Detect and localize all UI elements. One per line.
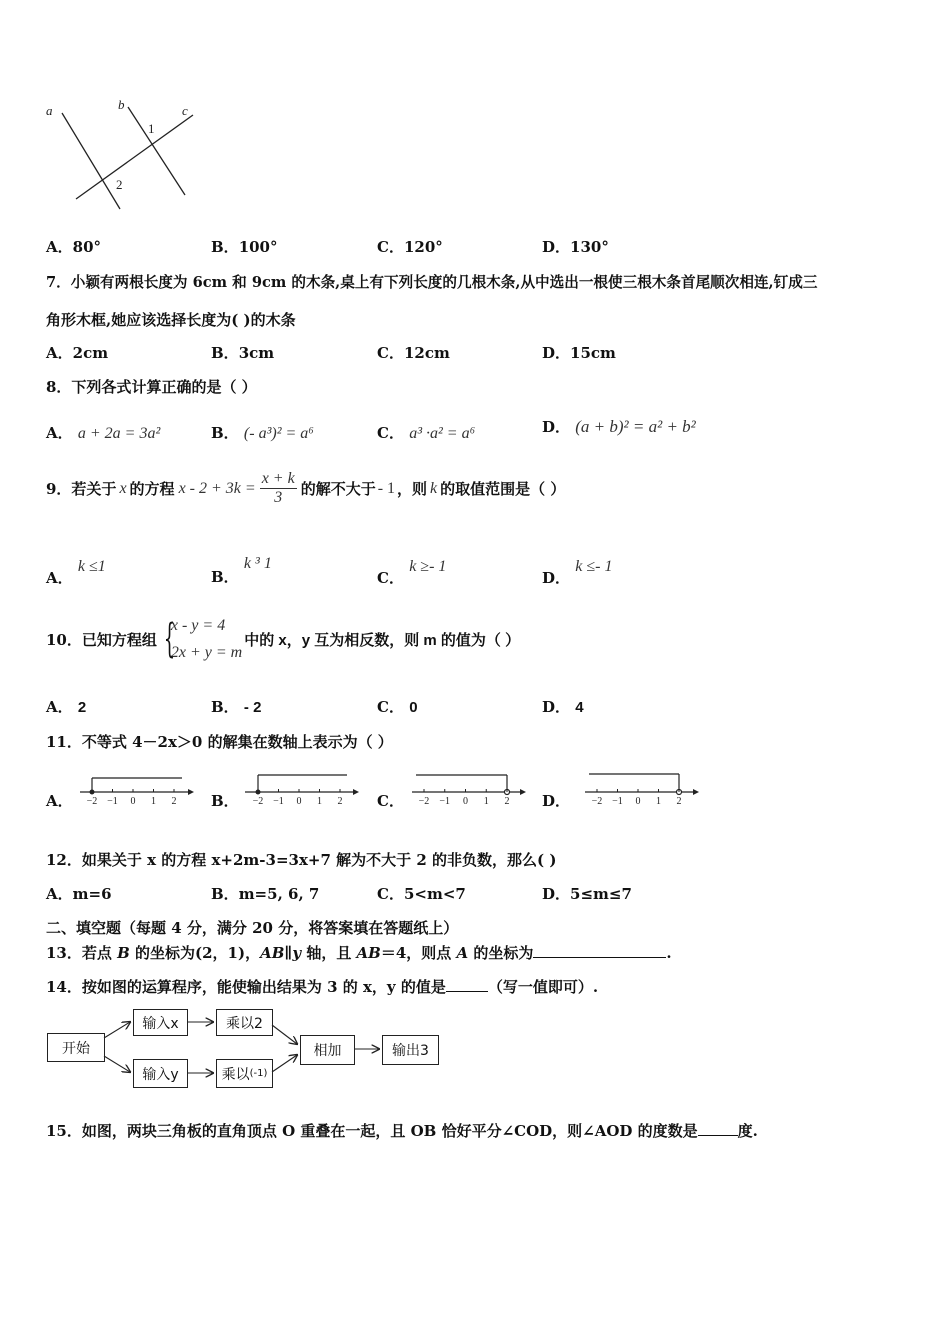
number-line-tick-label: 0 <box>296 796 302 807</box>
label-b: b <box>118 97 125 112</box>
number-line-tick-label: −2 <box>418 796 430 807</box>
q10-equation-system: { x - y = 4 2x + y = m <box>163 616 243 662</box>
angle-1-label: 1 <box>148 121 155 136</box>
arrow-mul-neg1-to-add <box>272 1055 297 1072</box>
number-line-tick-label: −2 <box>252 796 264 807</box>
angle-2-label: 2 <box>116 177 123 192</box>
number-line-tick-label: 1 <box>151 796 156 807</box>
q9-option-d: D． k ≤- 1 <box>542 558 613 587</box>
q8-option-c: C． a³ ·a² = a⁶ <box>377 424 476 442</box>
q9-option-c: C． k ≥- 1 <box>377 558 447 587</box>
label-a: a <box>46 103 53 118</box>
q11-option-c-letter: C． <box>377 792 404 810</box>
q7-stem-line2: 角形木框,她应该选择长度为( )的木条 <box>46 311 296 329</box>
flow-multiply-neg1-box: 乘以 (-1) <box>216 1059 273 1088</box>
line-c <box>76 115 193 199</box>
q6-option-d: D．130° <box>542 238 609 256</box>
number-line-tick-label: −2 <box>591 796 603 807</box>
q8-option-a: A． a + 2a = 3a² <box>46 424 161 442</box>
arrow-mul2-to-add <box>272 1025 297 1044</box>
number-line-tick-label: 2 <box>337 796 343 807</box>
q7-stem-line1: 7．小颖有两根长度为 6cm 和 9cm 的木条,桌上有下列长度的几根木条,从中选出一根使三根木条首尾顺次相连,钉成三 <box>46 274 818 291</box>
number-line-tick-label: 1 <box>317 796 322 807</box>
q7-option-d: D．15cm <box>542 344 616 362</box>
q11-option-d-letter: D． <box>542 792 571 810</box>
q9-equation-left: x - 2 + 3k = <box>178 479 256 497</box>
flow-input-y-box: 输入y <box>133 1059 188 1088</box>
number-line-c <box>412 770 527 812</box>
number-line-tick-label: −1 <box>439 796 451 807</box>
flow-multiply-2-box: 乘以2 <box>216 1009 273 1036</box>
flow-add-box: 相加 <box>300 1035 355 1065</box>
parallel-lines-figure <box>40 95 210 220</box>
number-line-a <box>80 772 195 812</box>
q14-answer-blank[interactable] <box>446 979 488 992</box>
q10-option-d: D． 4 <box>542 698 584 716</box>
q7-option-c: C．12cm <box>377 344 450 362</box>
q12-option-c: C．5<m<7 <box>377 885 466 903</box>
label-c: c <box>182 103 188 118</box>
q13-answer-blank[interactable] <box>533 945 666 958</box>
brace-icon: { <box>163 616 176 662</box>
q10-stem: 10．已知方程组 { x - y = 4 2x + y = m 中的 x，y 互为相反数，则 m 的值为（ ） <box>46 612 520 666</box>
q11-option-b-letter: B． <box>211 792 239 810</box>
q6-option-a: A．80° <box>46 238 102 256</box>
q9-option-a: A． k ≤1 <box>46 558 106 587</box>
flow-start-box: 开始 <box>47 1033 105 1062</box>
arrow-start-to-input-y <box>104 1056 130 1072</box>
number-line-d <box>585 770 700 812</box>
q10-option-a: A． 2 <box>46 698 87 716</box>
q15-answer-blank[interactable] <box>698 1123 738 1136</box>
q12-option-a: A．m=6 <box>46 885 112 903</box>
number-line-tick-label: −1 <box>273 796 284 807</box>
q7-option-b: B．3cm <box>211 344 275 362</box>
q12-stem: 12．如果关于 x 的方程 x+2m-3=3x+7 解为不大于 2 的非负数，那么( ) <box>46 851 557 869</box>
q10-option-c: C． 0 <box>377 698 418 716</box>
section-2-heading: 二、填空题（每题 4 分，满分 20 分，将答案填在答题纸上） <box>46 919 459 937</box>
number-line-tick-label: 1 <box>656 796 661 807</box>
q14-stem: 14．按如图的运算程序，能使输出结果为 3 的 x，y 的值是 （写一值即可）. <box>46 978 599 996</box>
number-line-tick-label: −1 <box>107 796 118 807</box>
arrow-start-to-input-x <box>104 1022 130 1038</box>
number-line-tick-label: 0 <box>130 796 136 807</box>
q6-option-c: C．120° <box>377 238 443 256</box>
q8-option-d: D． (a + b)² = a² + b² <box>542 417 696 436</box>
q9-option-b: B． k ³ 1 <box>211 555 272 586</box>
number-line-b <box>245 770 360 812</box>
number-line-tick-label: 2 <box>171 796 177 807</box>
q13-stem: 13．若点 B 的坐标为(2，1)，AB∥y 轴，且 AB＝4，则点 A 的坐标为 . <box>46 944 672 962</box>
number-line-tick-label: −1 <box>612 796 623 807</box>
q9-stem: 9．若关于 x 的方程 x - 2 + 3k = $\frac{x + k}{3}$ 的解不大于 - 1 ，则 k 的取值范围是（ ） <box>46 470 566 506</box>
flow-input-x-box: 输入x <box>133 1009 188 1036</box>
number-line-tick-label: 2 <box>504 796 510 807</box>
q9-fraction: $\frac{x + k}{3}$ <box>261 470 295 506</box>
q8-stem: 8．下列各式计算正确的是（ ） <box>46 378 257 396</box>
q7-option-a: A．2cm <box>46 344 109 362</box>
flow-arrows <box>0 1000 950 1100</box>
q8-option-b: B． (- a³)² = a⁶ <box>211 424 314 442</box>
line-a <box>62 113 120 209</box>
number-line-tick-label: 0 <box>635 796 641 807</box>
number-line-tick-label: 1 <box>483 796 489 807</box>
q15-stem: 15．如图，两块三角板的直角顶点 O 重叠在一起，且 OB 恰好平分∠COD，则∠AOD 的度数是 度. <box>46 1122 758 1140</box>
number-line-tick-label: −2 <box>86 796 98 807</box>
line-b <box>128 107 185 195</box>
number-line-tick-label: 0 <box>463 796 468 807</box>
q6-option-b: B．100° <box>211 238 278 256</box>
q12-option-b: B．m=5, 6, 7 <box>211 885 320 903</box>
q11-option-a-letter: A． <box>46 792 73 810</box>
number-line-tick-label: 2 <box>676 796 682 807</box>
q10-option-b: B． - 2 <box>211 698 262 716</box>
flow-output-box: 输出3 <box>382 1035 439 1065</box>
q12-option-d: D．5≤m≤7 <box>542 885 632 903</box>
q11-stem: 11．不等式 4－2x＞0 的解集在数轴上表示为（ ） <box>46 733 393 751</box>
